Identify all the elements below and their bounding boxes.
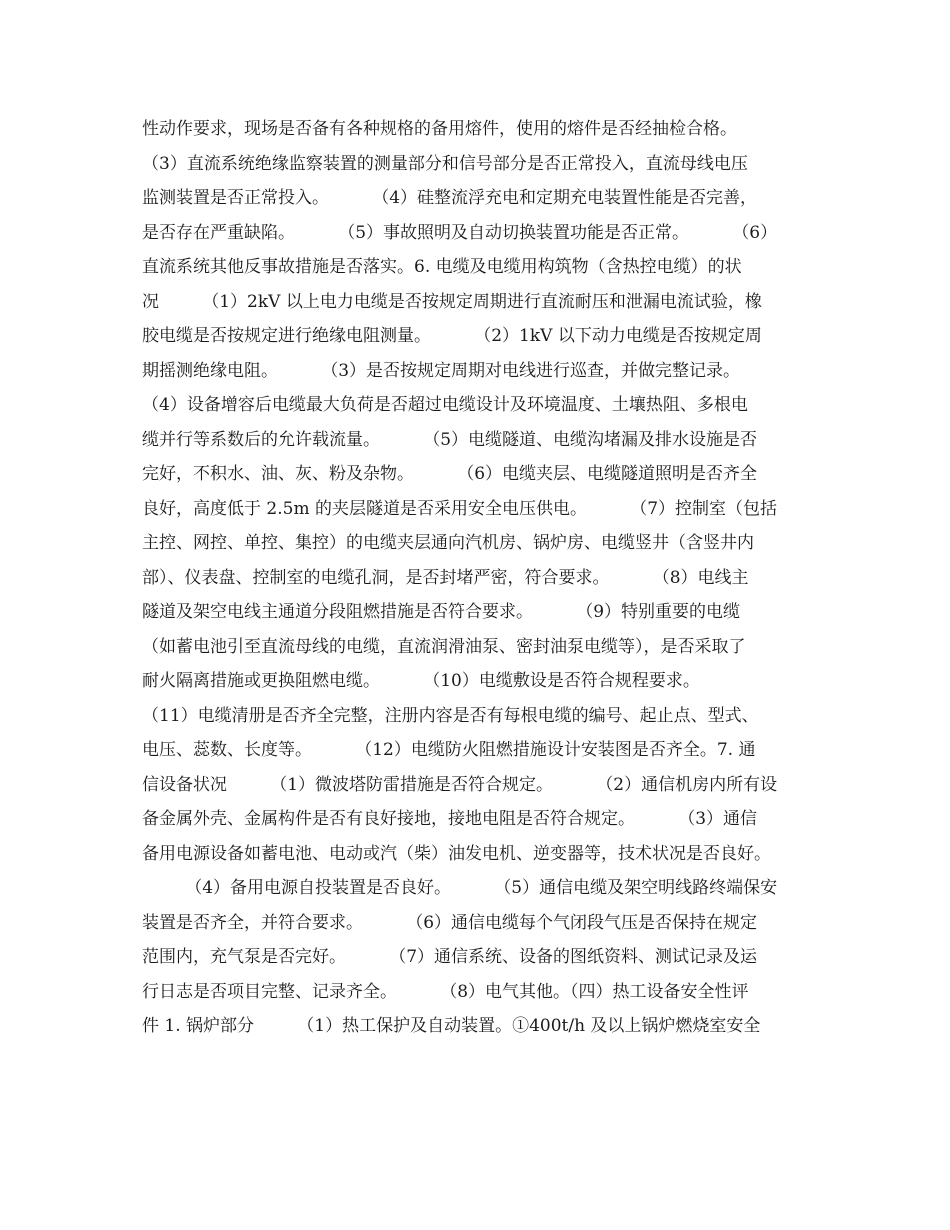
text-line: （3）直流系统绝缘监察装置的测量部分和信号部分是否正常投入，直流母线电压 [142, 153, 748, 174]
text-line: 完好，不积水、油、灰、粉及杂物。 （6）电缆夹层、电缆隧道照明是否齐全 [142, 464, 758, 484]
text-line: 装置是否齐全，并符合要求。 （6）通信电缆每个气闭段气压是否保持在规定 [142, 912, 758, 933]
text-line: （4）设备增容后电缆最大负荷是否超过电缆设计及环境温度、土壤热阻、多根电 [142, 395, 748, 415]
text-line: 信设备状况 （1）微波塔防雷措施是否符合规定。 （2）通信机房内所有设 [142, 774, 778, 795]
text-line: 监测装置是否正常投入。 （4）硅整流浮充电和定期充电装置性能是否完善， [142, 188, 758, 208]
text-line: 缆并行等系数后的允许载流量。 （5）电缆隧道、电缆沟堵漏及排水设施是否 [142, 429, 758, 450]
text-line: 性动作要求，现场是否备有各种规格的备用熔件，使用的熔件是否经抽检合格。 [142, 119, 737, 139]
text-line: 胶电缆是否按规定进行绝缘电阻测量。 （2）1kV 以下动力电缆是否按规定周 [142, 326, 762, 346]
text-line: 电压、蕊数、长度等。 （12）电缆防火阻燃措施设计安装图是否齐全。7. 通 [142, 740, 756, 760]
text-line: 部）、仪表盘、控制室的电缆孔洞，是否封堵严密，符合要求。 （8）电线主 [142, 567, 749, 588]
text-line: 隧道及架空电线主通道分段阻燃措施是否符合要求。 （9）特别重要的电缆 [142, 602, 741, 622]
text-line: 况 （1）2kV 以上电力电缆是否按规定周期进行直流耐压和泄漏电流试验，橡 [142, 291, 762, 312]
text-line: 行日志是否项目完整、记录齐全。 （8）电气其他。（四）热工设备安全性评 [142, 981, 749, 1002]
document-body [142, 112, 822, 1044]
text-line: 范围内，充气泵是否完好。 （7）通信系统、设备的图纸资料、测试记录及运 [142, 947, 758, 967]
text-line: 备用电源设备如蓄电池、电动或汽（柴）油发电机、逆变器等，技术状况是否良好。 [142, 843, 771, 864]
text-line: 良好，高度低于 2.5m 的夹层隧道是否采用安全电压供电。 （7）控制室（包括 [142, 498, 778, 519]
text-line: （11）电缆清册是否齐全完整，注册内容是否有每根电缆的编号、起止点、型式、 [142, 705, 759, 726]
text-line: 直流系统其他反事故措施是否落实。6. 电缆及电缆用构筑物（含热控电缆）的状 [142, 257, 742, 277]
text-line: 是否存在严重缺陷。 （5）事故照明及自动切换装置功能是否正常。 （6） [142, 222, 778, 243]
text-line: 期摇测绝缘电阻。 （3）是否按规定周期对电线进行巡查，并做完整记录。 [142, 360, 741, 381]
text-line: （如蓄电池引至直流母线的电缆，直流润滑油泵、密封油泵电缆等），是否采取了 [142, 636, 746, 657]
text-line: 备金属外壳、金属构件是否有良好接地，接地电阻是否符合规定。 （3）通信 [142, 809, 758, 829]
text-line: 耐火隔离措施或更换阻燃电缆。 （10）电缆敷设是否符合规程要求。 [142, 671, 700, 691]
text-line: （4）备用电源自投装置是否良好。 （5）通信电缆及架空明线路终端保安 [142, 878, 778, 898]
text-line: 件 1. 锅炉部分 （1）热工保护及自动装置。①400t/h 及以上锅炉燃烧室安全 [142, 1016, 761, 1036]
text-line: 主控、网控、单控、集控）的电缆夹层通向汽机房、锅炉房、电缆竖井（含竖井内 [142, 533, 754, 553]
